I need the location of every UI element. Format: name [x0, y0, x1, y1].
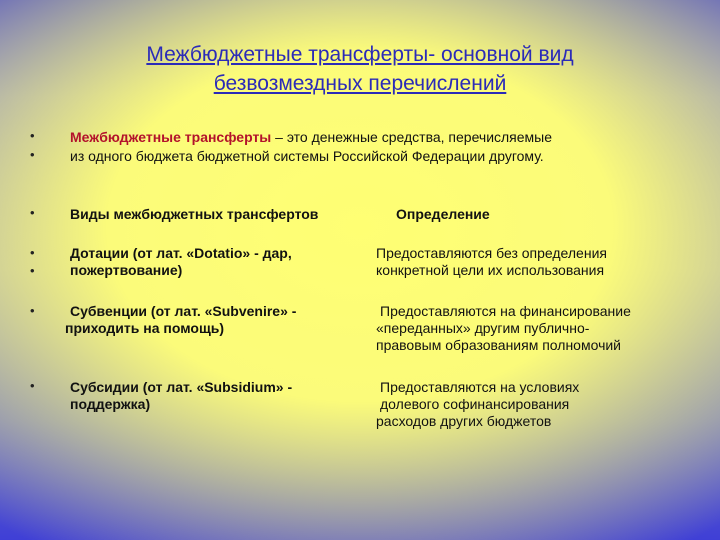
row-3-def-line-1: Предоставляются на условиях	[380, 379, 580, 395]
row-3-type-line-2: поддержка)	[70, 396, 151, 412]
row-2-def-line-2: «переданных» другим публично-	[376, 320, 590, 336]
row-3-type	[70, 379, 292, 413]
slide-title-line-1: Межбюджетные трансферты- основной вид	[146, 43, 574, 66]
row-3-definition	[376, 379, 579, 430]
row-2-def-line-1: Предоставляются на финансирование	[380, 303, 631, 319]
bullet-marker: •	[30, 245, 35, 260]
bullet-marker: •	[30, 147, 35, 162]
bullet-marker: •	[30, 128, 35, 143]
row-1-def-line-2: конкретной цели их использования	[376, 262, 605, 278]
intro-term: Межбюджетные трансферты	[70, 129, 272, 145]
row-2-type	[65, 303, 296, 337]
bullet-marker: •	[30, 303, 35, 318]
row-1-def-line-1: Предоставляются без определения	[376, 245, 607, 261]
row-3-def-line-2: долевого софинансирования	[380, 396, 570, 412]
slide-title-line-2: безвозмездных перечислений	[213, 72, 507, 95]
row-3-def-line-3: расходов других бюджетов	[376, 413, 552, 429]
intro-line-1-rest: – это денежные средства, перечисляемые	[271, 129, 553, 145]
definition-header: Определение	[396, 206, 490, 222]
row-1-definition	[376, 245, 607, 279]
row-1-type-line-2: пожертвование)	[70, 262, 183, 278]
slide-title	[70, 40, 650, 98]
row-1-type	[70, 245, 292, 279]
row-3-type-line-1: Субсидии (от лат. «Subsidium» -	[70, 379, 293, 395]
row-2-type-line-2: приходить на помощь)	[65, 320, 225, 336]
row-2-def-line-3: правовым образованиям полномочий	[376, 337, 621, 353]
bullet-marker: •	[30, 378, 35, 393]
bullet-marker: •	[30, 263, 35, 278]
types-header: Виды межбюджетных трансфертов	[70, 206, 319, 222]
intro-line-2: из одного бюджета бюджетной системы Российской Федерации другому.	[70, 148, 544, 164]
bullet-marker: •	[30, 205, 35, 220]
row-2-definition	[376, 303, 631, 354]
row-1-type-line-1: Дотации (от лат. «Dotatio» - дар,	[70, 245, 292, 261]
intro-line-1	[70, 129, 552, 146]
row-2-type-line-1: Субвенции (от лат. «Subvenire» -	[70, 303, 297, 319]
